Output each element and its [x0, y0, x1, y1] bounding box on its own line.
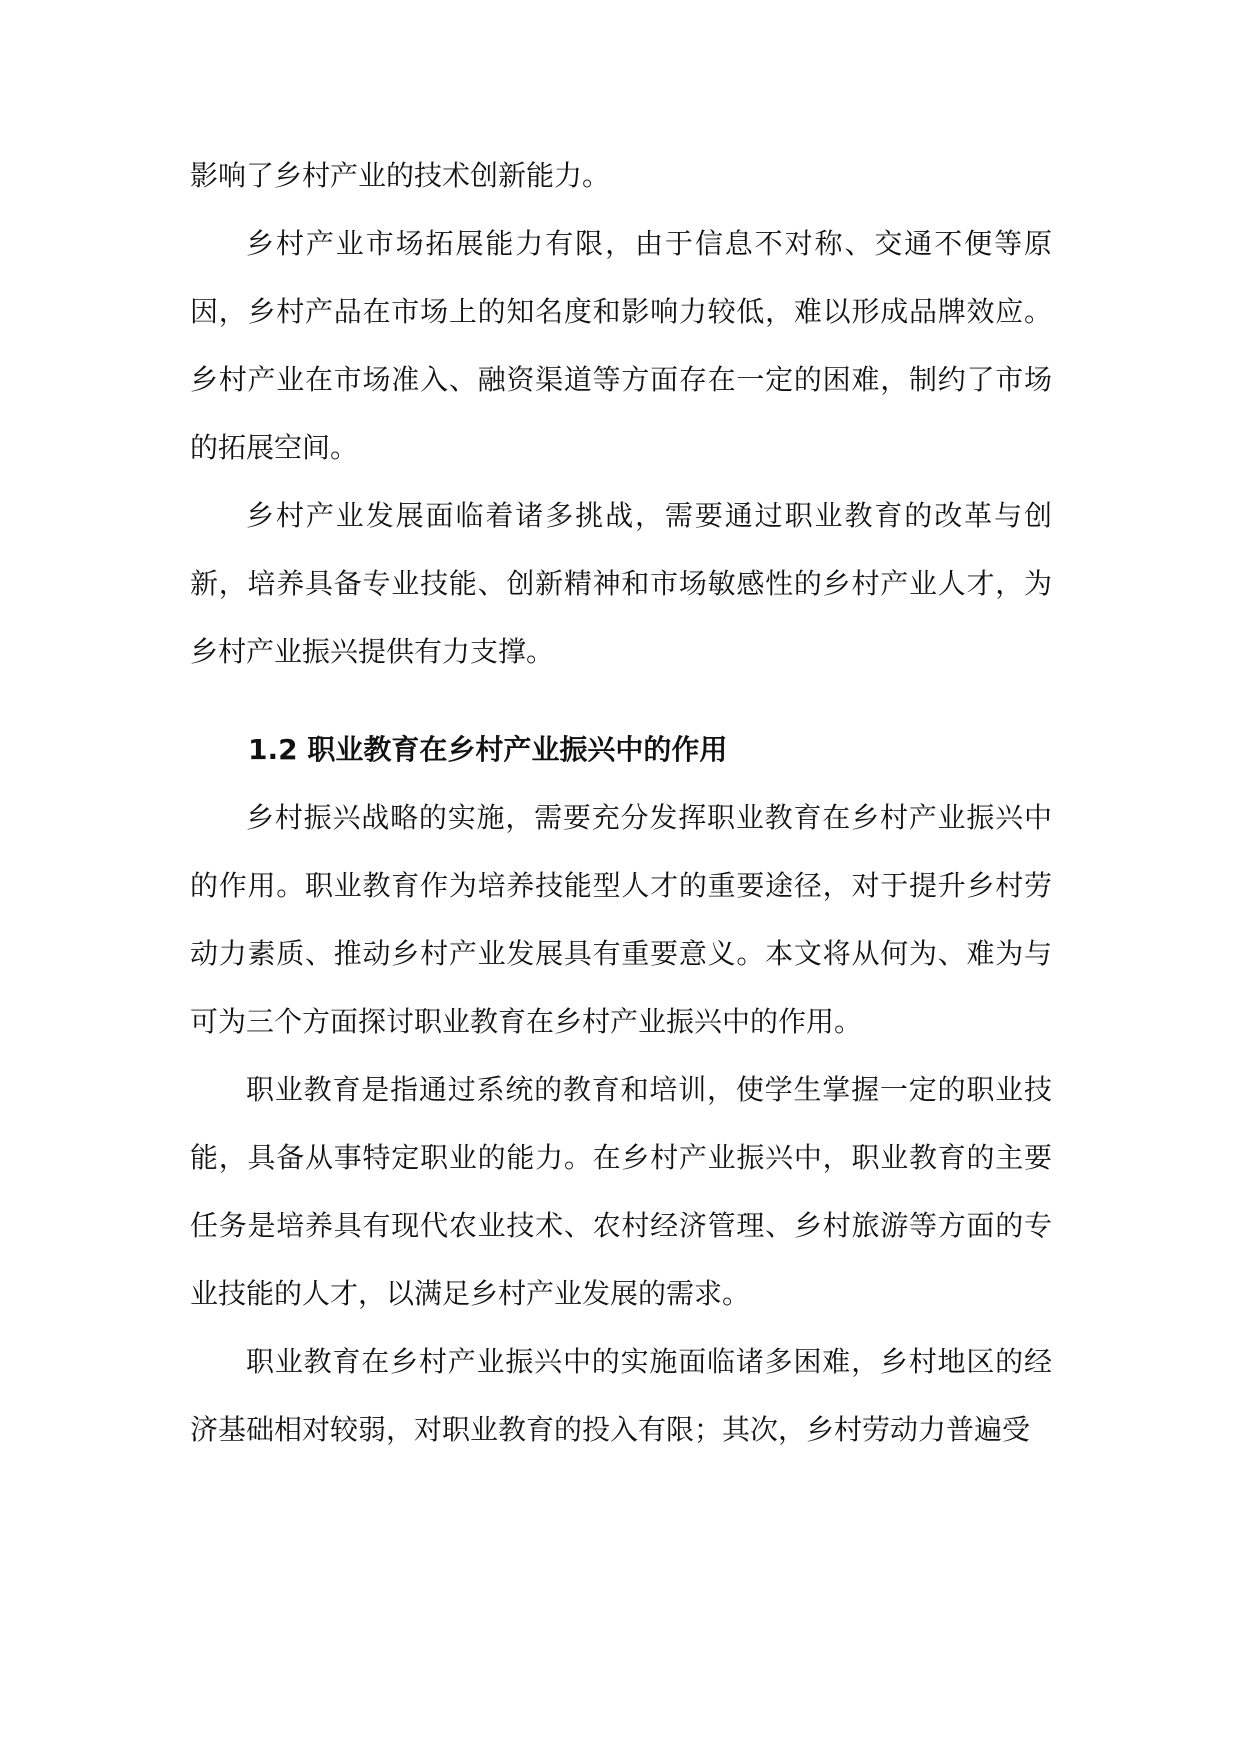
paragraph-definition: 职业教育是指通过系统的教育和培训，使学生掌握一定的职业技能，具备从事特定职业的能力。在乡村产业振兴中，职业教育的主要任务是培养具有现代农业技术、农村经济管理、乡村旅游等方面的专业技能的人才，以满足乡村产业发展的需求。 — [190, 1073, 1052, 1310]
paragraph-strategy: 乡村振兴战略的实施，需要充分发挥职业教育在乡村产业振兴中的作用。职业教育作为培养技能型人才的重要途径，对于提升乡村劳动力素质、推动乡村产业发展具有重要意义。本文将从何为、难为与可为三个方面探讨职业教育在乡村产业振兴中的作用。 — [190, 801, 1052, 1038]
paragraph-continued: 影响了乡村产业的技术创新能力。 — [190, 159, 611, 192]
paragraph-challenges: 乡村产业发展面临着诸多挑战，需要通过职业教育的改革与创新，培养具备专业技能、创新精神和市场敏感性的乡村产业人才，为乡村产业振兴提供有力支撑。 — [190, 499, 1052, 668]
paragraph-market-expansion: 乡村产业市场拓展能力有限，由于信息不对称、交通不便等原因，乡村产品在市场上的知名度和影响力较低，难以形成品牌效应。乡村产业在市场准入、融资渠道等方面存在一定的困难，制约了市场的拓展空间。 — [190, 227, 1052, 464]
section-heading: 1.2 职业教育在乡村产业振兴中的作用 — [248, 733, 728, 766]
document-body — [190, 142, 1052, 1464]
paragraph-difficulties: 职业教育在乡村产业振兴中的实施面临诸多困难，乡村地区的经济基础相对较弱，对职业教育的投入有限；其次，乡村劳动力普遍受 — [190, 1345, 1052, 1446]
